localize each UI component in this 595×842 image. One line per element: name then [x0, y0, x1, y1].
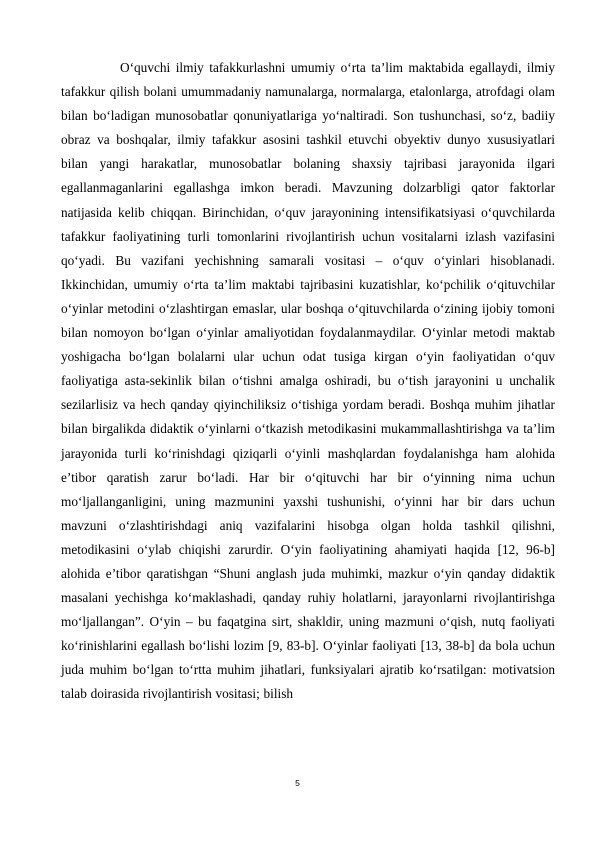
- page-number: 5: [295, 778, 300, 788]
- body-paragraph: O‘quvchi ilmiy tafakkurlashni umumiy o‘rta ta’lim maktabida egallaydi, ilmiy tafakkur qilish bolani umummadaniy namunalarga, normalarga, etalonlarga, atrofdagi olam bilan bo‘ladigan munosobatlar qonuniyatlariga yo‘naltiradi. Son tushunchasi, so‘z, badiiy obraz va boshqalar, ilmiy tafakkur asosini tashkil etuvchi obyektiv dunyo xususiyatlari bilan yangi harakatlar, munosobatlar bolaning shaxsiy tajribasi jarayonida ilgari egallanmaganlarini egallashga imkon beradi. Mavzuning dolzarbligi qator faktorlar natijasida kelib chiqqan. Birinchidan, o‘quv jarayonining intensifikatsiyasi o‘quvchilarda tafakkur faoliyatining turli tomonlarini rivojlantirish uchun vositalarni izlash vazifasini qo‘yadi. Bu vazifani yechishning samarali vositasi – o‘quv o‘yinlari hisoblanadi. Ikkinchidan, umumiy o‘rta ta’lim maktabi tajribasini kuzatishlar, ko‘pchilik o‘qituvchilar o‘yinlar metodini o‘zlashtirgan emaslar, ular boshqa o‘qituvchilarda o‘zining ijobiy tomoni bilan nomoyon bo‘lgan o‘yinlar amaliyotidan foydalanmaydilar. O‘yinlar metodi maktab yoshigacha bo‘lgan bolalarni ular uchun odat tusiga kirgan o‘yin faoliyatidan o‘quv faoliyatiga asta-sekinlik bilan o‘tishni amalga oshiradi, bu o‘tish jarayonini u unchalik sezilarlisiz va hech qanday qiyinchiliksiz o‘tishiga yordam beradi. Boshqa muhim jihatlar bilan birgalikda didaktik o‘yinlarni o‘tkazish metodikasini mukammallashtirishga va ta’lim jarayonida turli ko‘rinishdagi qiziqarli o‘yinli mashqlardan foydalanishga ham alohida e’tibor qaratish zarur bo‘ladi. Har bir o‘qituvchi har bir o‘yinning nima uchun mo‘ljallanganligini, uning mazmunini yaxshi tushunishi, o‘yinni har bir dars uchun mavzuni o‘zlashtirishdagi aniq vazifalarini hisobga olgan holda tashkil qilishni, metodikasini o‘ylab chiqishi zarurdir. O‘yin faoliyatining ahamiyati haqida [12, 96-b] alohida e’tibor qaratishgan “Shuni anglash juda muhimki, mazkur o‘yin qanday didaktik masalani yechishga ko‘maklashadi, qanday ruhiy holatlarni, jarayonlarni rivojlantirishga mo‘ljallangan”. O‘yin – bu faqatgina sirt, shakldir, uning mazmuni o‘qish, nutq faoliyati ko‘rinishlarini egallash bo‘lishi lozim [9, 83-b]. O‘yinlar faoliyati [13, 38-b] da bola uchun juda muhim bo‘lgan to‘rtta muhim jihatlari, funksiyalari ajratib ko‘rsatilgan: motivatsion talab doirasida rivojlantirish vositasi; bilish: [61, 60, 555, 702]
